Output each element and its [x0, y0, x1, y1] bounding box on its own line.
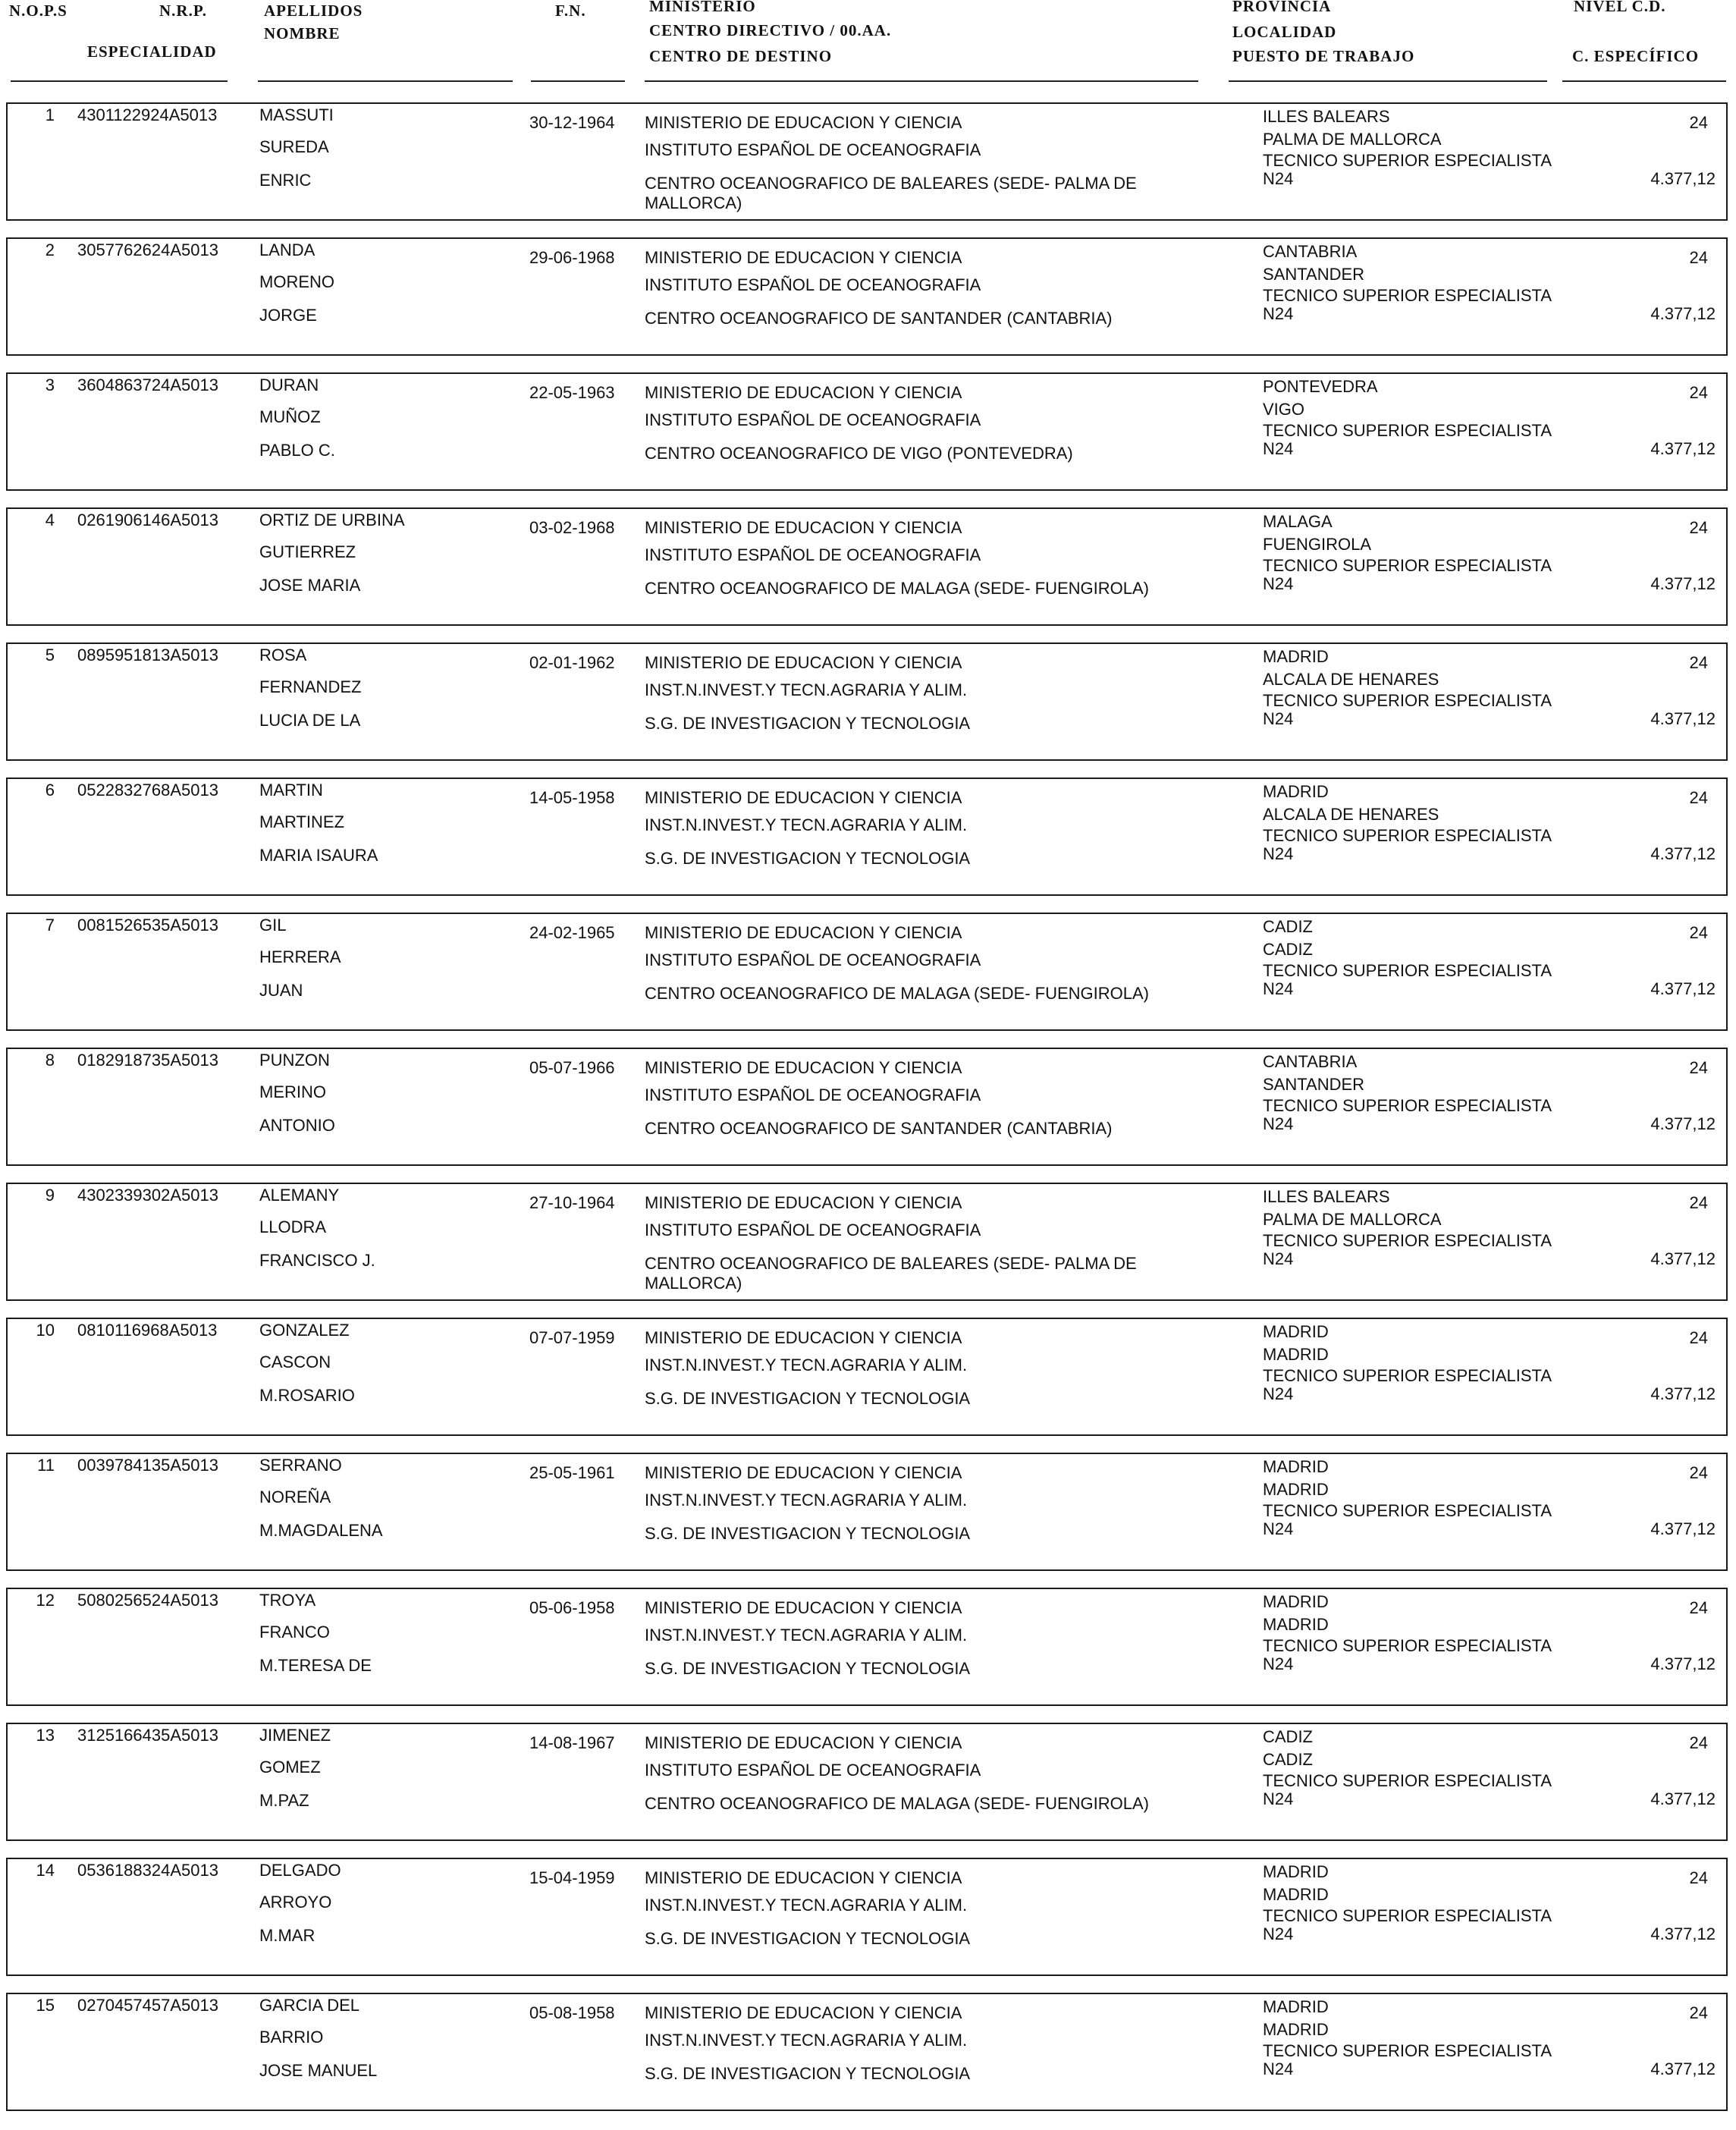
record-nombre: JUAN	[259, 981, 303, 1000]
record-localidad: FUENGIROLA	[1263, 535, 1372, 554]
record-provincia: MADRID	[1263, 1457, 1329, 1476]
header-nrp: N.R.P.	[159, 2, 207, 20]
record-apellido2: NOREÑA	[259, 1488, 331, 1506]
record-nrp: 0261906146A5013	[77, 511, 218, 529]
record-organismo: INST.N.INVEST.Y TECN.AGRARIA Y ALIM.	[645, 680, 968, 699]
record-nivel-cd: 24	[1689, 1733, 1708, 1752]
record-nombre: M.ROSARIO	[259, 1386, 355, 1405]
record-apellido1: MASSUTI	[259, 105, 334, 124]
record-nivel-cd: 24	[1689, 1193, 1708, 1212]
record-localidad: SANTANDER	[1263, 1075, 1365, 1094]
header-nivel: NIVEL C.D.	[1574, 0, 1666, 15]
record-apellido1: DELGADO	[259, 1861, 341, 1880]
record-row	[6, 1318, 1728, 1436]
record-provincia: CANTABRIA	[1263, 242, 1358, 261]
record-complemento-especifico: 4.377,12	[1650, 1789, 1716, 1808]
header-centro-directivo: CENTRO DIRECTIVO / 00.AA.	[649, 21, 892, 39]
record-nombre: JOSE MANUEL	[259, 2061, 378, 2080]
record-puesto-nivel: N24	[1263, 1114, 1294, 1133]
record-nombre: M.MAR	[259, 1926, 315, 1945]
record-organismo: INSTITUTO ESPAÑOL DE OCEANOGRAFIA	[645, 275, 981, 294]
record-puesto-nivel: N24	[1263, 1519, 1294, 1538]
record-nrp: 0810116968A5013	[77, 1321, 218, 1340]
record-nivel-cd: 24	[1689, 518, 1708, 537]
record-nrp: 3057762624A5013	[77, 240, 218, 259]
record-number: 5	[45, 646, 55, 664]
record-apellido2: LLODRA	[259, 1217, 327, 1236]
record-apellido1: PUNZON	[259, 1051, 330, 1070]
record-nombre: JORGE	[259, 306, 317, 325]
record-number: 14	[36, 1861, 55, 1880]
record-number: 9	[45, 1186, 55, 1205]
header-especifico: C. ESPECÍFICO	[1572, 47, 1700, 65]
record-localidad: ALCALA DE HENARES	[1263, 670, 1439, 689]
record-nrp: 4302339302A5013	[77, 1186, 218, 1205]
record-puesto-nivel: N24	[1263, 1924, 1294, 1943]
record-nombre: LUCIA DE LA	[259, 711, 361, 730]
record-row	[6, 102, 1728, 221]
record-puesto-nivel: N24	[1263, 1654, 1294, 1673]
record-fecha-nacimiento: 25-05-1961	[529, 1463, 615, 1482]
record-provincia: CADIZ	[1263, 917, 1313, 936]
record-row	[6, 913, 1728, 1031]
record-centro-destino: S.G. DE INVESTIGACION Y TECNOLOGIA	[645, 2064, 971, 2083]
record-centro-destino: CENTRO OCEANOGRAFICO DE SANTANDER (CANTABRIA)	[645, 309, 1113, 328]
record-fecha-nacimiento: 03-02-1968	[529, 518, 615, 537]
record-puesto: TECNICO SUPERIOR ESPECIALISTA	[1263, 1906, 1552, 1925]
header-especialidad: ESPECIALIDAD	[87, 42, 217, 61]
record-nrp: 3604863724A5013	[77, 375, 218, 394]
record-puesto: TECNICO SUPERIOR ESPECIALISTA	[1263, 691, 1552, 710]
record-organismo: INSTITUTO ESPAÑOL DE OCEANOGRAFIA	[645, 1085, 981, 1104]
record-apellido1: ROSA	[259, 646, 307, 664]
record-organismo: INSTITUTO ESPAÑOL DE OCEANOGRAFIA	[645, 140, 981, 159]
header-provincia: PROVINCIA	[1232, 0, 1332, 15]
record-nrp: 3125166435A5013	[77, 1726, 218, 1745]
record-nrp: 4301122924A5013	[77, 105, 218, 124]
record-complemento-especifico: 4.377,12	[1650, 304, 1716, 323]
record-ministerio: MINISTERIO DE EDUCACION Y CIENCIA	[645, 383, 962, 402]
record-puesto-nivel: N24	[1263, 574, 1294, 593]
record-row	[6, 1453, 1728, 1571]
record-nrp: 0081526535A5013	[77, 916, 218, 935]
record-centro-destino: CENTRO OCEANOGRAFICO DE VIGO (PONTEVEDRA)	[645, 444, 1073, 463]
record-centro-destino: CENTRO OCEANOGRAFICO DE MALAGA (SEDE- FUENGIROLA)	[645, 984, 1149, 1003]
record-localidad: PALMA DE MALLORCA	[1263, 130, 1442, 149]
record-row	[6, 1858, 1728, 1976]
record-ministerio: MINISTERIO DE EDUCACION Y CIENCIA	[645, 653, 962, 672]
record-localidad: CADIZ	[1263, 940, 1313, 959]
record-puesto: TECNICO SUPERIOR ESPECIALISTA	[1263, 1231, 1552, 1250]
record-row	[6, 1048, 1728, 1166]
record-puesto-nivel: N24	[1263, 1249, 1294, 1268]
record-fecha-nacimiento: 05-06-1958	[529, 1598, 615, 1617]
record-centro-destino: CENTRO OCEANOGRAFICO DE SANTANDER (CANTABRIA)	[645, 1119, 1113, 1138]
record-apellido1: GONZALEZ	[259, 1321, 350, 1340]
record-apellido2: ARROYO	[259, 1893, 332, 1912]
record-number: 10	[36, 1321, 55, 1340]
record-puesto: TECNICO SUPERIOR ESPECIALISTA	[1263, 1366, 1552, 1385]
record-centro-destino: S.G. DE INVESTIGACION Y TECNOLOGIA	[645, 1659, 971, 1678]
record-fecha-nacimiento: 30-12-1964	[529, 113, 615, 132]
record-nombre: MARIA ISAURA	[259, 846, 378, 865]
record-fecha-nacimiento: 05-07-1966	[529, 1058, 615, 1077]
record-organismo: INST.N.INVEST.Y TECN.AGRARIA Y ALIM.	[645, 1491, 968, 1510]
record-centro-destino: S.G. DE INVESTIGACION Y TECNOLOGIA	[645, 1929, 971, 1948]
header-nombre: NOMBRE	[264, 24, 341, 42]
record-nivel-cd: 24	[1689, 1463, 1708, 1482]
record-puesto: TECNICO SUPERIOR ESPECIALISTA	[1263, 421, 1552, 440]
record-ministerio: MINISTERIO DE EDUCACION Y CIENCIA	[645, 1733, 962, 1752]
record-provincia: PONTEVEDRA	[1263, 377, 1378, 396]
record-puesto-nivel: N24	[1263, 979, 1294, 998]
record-localidad: MADRID	[1263, 2020, 1329, 2039]
record-nivel-cd: 24	[1689, 383, 1708, 402]
record-complemento-especifico: 4.377,12	[1650, 169, 1716, 188]
record-organismo: INST.N.INVEST.Y TECN.AGRARIA Y ALIM.	[645, 2031, 968, 2050]
header-fn: F.N.	[555, 2, 586, 20]
record-complemento-especifico: 4.377,12	[1650, 1519, 1716, 1538]
record-nivel-cd: 24	[1689, 1868, 1708, 1887]
record-number: 11	[37, 1456, 55, 1475]
record-ministerio: MINISTERIO DE EDUCACION Y CIENCIA	[645, 518, 962, 537]
record-localidad: CADIZ	[1263, 1750, 1313, 1769]
record-provincia: MALAGA	[1263, 512, 1333, 531]
record-number: 8	[45, 1051, 55, 1070]
record-puesto-nivel: N24	[1263, 304, 1294, 323]
record-apellido2: FRANCO	[259, 1623, 330, 1641]
record-organismo: INSTITUTO ESPAÑOL DE OCEANOGRAFIA	[645, 410, 981, 429]
record-puesto: TECNICO SUPERIOR ESPECIALISTA	[1263, 286, 1552, 305]
record-localidad: MADRID	[1263, 1615, 1329, 1634]
record-complemento-especifico: 4.377,12	[1650, 439, 1716, 458]
record-nrp: 5080256524A5013	[77, 1591, 218, 1610]
record-number: 7	[45, 916, 55, 935]
record-puesto: TECNICO SUPERIOR ESPECIALISTA	[1263, 961, 1552, 980]
record-apellido2: MORENO	[259, 272, 334, 291]
header-apellidos: APELLIDOS	[264, 2, 363, 20]
record-complemento-especifico: 4.377,12	[1650, 1249, 1716, 1268]
record-number: 12	[36, 1591, 55, 1610]
record-fecha-nacimiento: 02-01-1962	[529, 653, 615, 672]
record-puesto-nivel: N24	[1263, 709, 1294, 728]
record-number: 6	[45, 781, 55, 800]
record-ministerio: MINISTERIO DE EDUCACION Y CIENCIA	[645, 923, 962, 942]
record-ministerio: MINISTERIO DE EDUCACION Y CIENCIA	[645, 1463, 962, 1482]
record-centro-destino: CENTRO OCEANOGRAFICO DE BALEARES (SEDE- PALMA DE MALLORCA)	[645, 1254, 1137, 1293]
record-nrp: 0270457457A5013	[77, 1996, 218, 2015]
record-organismo: INSTITUTO ESPAÑOL DE OCEANOGRAFIA	[645, 545, 981, 564]
record-localidad: MADRID	[1263, 1480, 1329, 1499]
record-number: 2	[45, 240, 55, 259]
record-fecha-nacimiento: 27-10-1964	[529, 1193, 615, 1212]
record-fecha-nacimiento: 14-05-1958	[529, 788, 615, 807]
record-localidad: MADRID	[1263, 1345, 1329, 1364]
record-centro-destino: CENTRO OCEANOGRAFICO DE MALAGA (SEDE- FUENGIROLA)	[645, 1794, 1149, 1813]
record-nrp: 0039784135A5013	[77, 1456, 218, 1475]
record-localidad: VIGO	[1263, 400, 1305, 419]
record-fecha-nacimiento: 29-06-1968	[529, 248, 615, 267]
record-puesto: TECNICO SUPERIOR ESPECIALISTA	[1263, 556, 1552, 575]
record-apellido1: GIL	[259, 916, 287, 935]
record-provincia: MADRID	[1263, 1997, 1329, 2016]
record-row	[6, 237, 1728, 356]
record-organismo: INST.N.INVEST.Y TECN.AGRARIA Y ALIM.	[645, 815, 968, 834]
record-row	[6, 1588, 1728, 1706]
record-puesto-nivel: N24	[1263, 169, 1294, 188]
record-number: 1	[45, 105, 55, 124]
record-complemento-especifico: 4.377,12	[1650, 1384, 1716, 1403]
header-puesto: PUESTO DE TRABAJO	[1232, 47, 1415, 65]
record-puesto: TECNICO SUPERIOR ESPECIALISTA	[1263, 151, 1552, 170]
record-number: 3	[45, 375, 55, 394]
record-fecha-nacimiento: 14-08-1967	[529, 1733, 615, 1752]
record-nrp: 0536188324A5013	[77, 1861, 218, 1880]
record-localidad: PALMA DE MALLORCA	[1263, 1210, 1442, 1229]
record-provincia: MADRID	[1263, 782, 1329, 801]
record-provincia: ILLES BALEARS	[1263, 1187, 1390, 1206]
record-apellido2: SUREDA	[259, 137, 329, 156]
record-fecha-nacimiento: 24-02-1965	[529, 923, 615, 942]
record-apellido2: GOMEZ	[259, 1758, 321, 1777]
record-nivel-cd: 24	[1689, 1598, 1708, 1617]
record-fecha-nacimiento: 07-07-1959	[529, 1328, 615, 1347]
record-row	[6, 1723, 1728, 1841]
record-nombre: M.PAZ	[259, 1791, 309, 1810]
record-ministerio: MINISTERIO DE EDUCACION Y CIENCIA	[645, 1058, 962, 1077]
record-puesto-nivel: N24	[1263, 1789, 1294, 1808]
record-puesto-nivel: N24	[1263, 1384, 1294, 1403]
record-number: 15	[36, 1996, 55, 2015]
record-ministerio: MINISTERIO DE EDUCACION Y CIENCIA	[645, 1193, 962, 1212]
record-apellido1: SERRANO	[259, 1456, 342, 1475]
record-apellido1: DURAN	[259, 375, 319, 394]
record-fecha-nacimiento: 22-05-1963	[529, 383, 615, 402]
record-row	[6, 1183, 1728, 1301]
record-nombre: M.TERESA DE	[259, 1656, 372, 1675]
record-apellido2: BARRIO	[259, 2028, 324, 2047]
record-complemento-especifico: 4.377,12	[1650, 574, 1716, 593]
record-provincia: MADRID	[1263, 647, 1329, 666]
record-ministerio: MINISTERIO DE EDUCACION Y CIENCIA	[645, 1598, 962, 1617]
record-nivel-cd: 24	[1689, 113, 1708, 132]
header-localidad: LOCALIDAD	[1232, 23, 1337, 41]
record-row	[6, 778, 1728, 896]
record-ministerio: MINISTERIO DE EDUCACION Y CIENCIA	[645, 1868, 962, 1887]
record-organismo: INSTITUTO ESPAÑOL DE OCEANOGRAFIA	[645, 950, 981, 969]
record-localidad: MADRID	[1263, 1885, 1329, 1904]
record-provincia: MADRID	[1263, 1322, 1329, 1341]
record-row	[6, 1993, 1728, 2111]
record-apellido2: MARTINEZ	[259, 812, 345, 831]
record-nrp: 0182918735A5013	[77, 1051, 218, 1070]
record-provincia: CADIZ	[1263, 1727, 1313, 1746]
record-provincia: CANTABRIA	[1263, 1052, 1358, 1071]
record-apellido1: TROYA	[259, 1591, 316, 1610]
record-apellido1: GARCIA DEL	[259, 1996, 360, 2015]
record-organismo: INST.N.INVEST.Y TECN.AGRARIA Y ALIM.	[645, 1896, 968, 1915]
record-apellido1: MARTIN	[259, 781, 323, 800]
record-apellido1: ALEMANY	[259, 1186, 340, 1205]
record-nombre: M.MAGDALENA	[259, 1521, 383, 1540]
record-complemento-especifico: 4.377,12	[1650, 1654, 1716, 1673]
record-ministerio: MINISTERIO DE EDUCACION Y CIENCIA	[645, 248, 962, 267]
header-ministerio: MINISTERIO	[649, 0, 756, 15]
record-centro-destino: CENTRO OCEANOGRAFICO DE BALEARES (SEDE- PALMA DE MALLORCA)	[645, 174, 1137, 212]
record-row	[6, 372, 1728, 491]
record-nombre: ENRIC	[259, 171, 312, 190]
record-ministerio: MINISTERIO DE EDUCACION Y CIENCIA	[645, 1328, 962, 1347]
record-puesto: TECNICO SUPERIOR ESPECIALISTA	[1263, 1501, 1552, 1520]
record-ministerio: MINISTERIO DE EDUCACION Y CIENCIA	[645, 788, 962, 807]
record-nivel-cd: 24	[1689, 788, 1708, 807]
record-centro-destino: S.G. DE INVESTIGACION Y TECNOLOGIA	[645, 849, 971, 868]
record-nivel-cd: 24	[1689, 248, 1708, 267]
record-number: 13	[36, 1726, 55, 1745]
record-ministerio: MINISTERIO DE EDUCACION Y CIENCIA	[645, 2003, 962, 2022]
record-nivel-cd: 24	[1689, 653, 1708, 672]
record-centro-destino: CENTRO OCEANOGRAFICO DE MALAGA (SEDE- FUENGIROLA)	[645, 579, 1149, 598]
record-organismo: INST.N.INVEST.Y TECN.AGRARIA Y ALIM.	[645, 1356, 968, 1374]
record-puesto-nivel: N24	[1263, 2059, 1294, 2078]
record-complemento-especifico: 4.377,12	[1650, 1114, 1716, 1133]
record-complemento-especifico: 4.377,12	[1650, 844, 1716, 863]
record-complemento-especifico: 4.377,12	[1650, 709, 1716, 728]
record-localidad: SANTANDER	[1263, 265, 1365, 284]
record-centro-destino: S.G. DE INVESTIGACION Y TECNOLOGIA	[645, 1389, 971, 1408]
header-nops: N.O.P.S	[9, 2, 67, 20]
record-nivel-cd: 24	[1689, 923, 1708, 942]
record-centro-destino: S.G. DE INVESTIGACION Y TECNOLOGIA	[645, 714, 971, 733]
record-row	[6, 507, 1728, 626]
record-nombre: JOSE MARIA	[259, 576, 361, 595]
record-puesto-nivel: N24	[1263, 439, 1294, 458]
record-apellido2: CASCON	[259, 1352, 331, 1371]
record-nivel-cd: 24	[1689, 1058, 1708, 1077]
record-organismo: INSTITUTO ESPAÑOL DE OCEANOGRAFIA	[645, 1221, 981, 1239]
record-localidad: ALCALA DE HENARES	[1263, 805, 1439, 824]
record-complemento-especifico: 4.377,12	[1650, 979, 1716, 998]
record-organismo: INST.N.INVEST.Y TECN.AGRARIA Y ALIM.	[645, 1626, 968, 1645]
record-provincia: ILLES BALEARS	[1263, 107, 1390, 126]
record-puesto: TECNICO SUPERIOR ESPECIALISTA	[1263, 2041, 1552, 2060]
record-ministerio: MINISTERIO DE EDUCACION Y CIENCIA	[645, 113, 962, 132]
record-puesto: TECNICO SUPERIOR ESPECIALISTA	[1263, 1771, 1552, 1790]
record-puesto: TECNICO SUPERIOR ESPECIALISTA	[1263, 1096, 1552, 1115]
record-row	[6, 642, 1728, 761]
record-nrp: 0522832768A5013	[77, 781, 218, 800]
record-nrp: 0895951813A5013	[77, 646, 218, 664]
record-fecha-nacimiento: 15-04-1959	[529, 1868, 615, 1887]
record-apellido2: HERRERA	[259, 947, 341, 966]
record-provincia: MADRID	[1263, 1592, 1329, 1611]
record-nombre: ANTONIO	[259, 1116, 335, 1135]
record-fecha-nacimiento: 05-08-1958	[529, 2003, 615, 2022]
record-apellido2: MERINO	[259, 1082, 326, 1101]
record-puesto-nivel: N24	[1263, 844, 1294, 863]
record-nombre: FRANCISCO J.	[259, 1251, 375, 1270]
record-organismo: INSTITUTO ESPAÑOL DE OCEANOGRAFIA	[645, 1761, 981, 1780]
record-complemento-especifico: 4.377,12	[1650, 1924, 1716, 1943]
record-nivel-cd: 24	[1689, 2003, 1708, 2022]
record-provincia: MADRID	[1263, 1862, 1329, 1881]
record-apellido1: JIMENEZ	[259, 1726, 331, 1745]
record-number: 4	[45, 511, 55, 529]
record-apellido1: LANDA	[259, 240, 315, 259]
record-apellido2: GUTIERREZ	[259, 542, 356, 561]
record-apellido2: MUÑOZ	[259, 407, 321, 426]
record-complemento-especifico: 4.377,12	[1650, 2059, 1716, 2078]
record-nivel-cd: 24	[1689, 1328, 1708, 1347]
record-puesto: TECNICO SUPERIOR ESPECIALISTA	[1263, 1636, 1552, 1655]
record-puesto: TECNICO SUPERIOR ESPECIALISTA	[1263, 826, 1552, 845]
header-centro-destino: CENTRO DE DESTINO	[649, 47, 833, 65]
record-apellido2: FERNANDEZ	[259, 677, 362, 696]
record-centro-destino: S.G. DE INVESTIGACION Y TECNOLOGIA	[645, 1524, 971, 1543]
record-apellido1: ORTIZ DE URBINA	[259, 511, 405, 529]
record-nombre: PABLO C.	[259, 441, 335, 460]
